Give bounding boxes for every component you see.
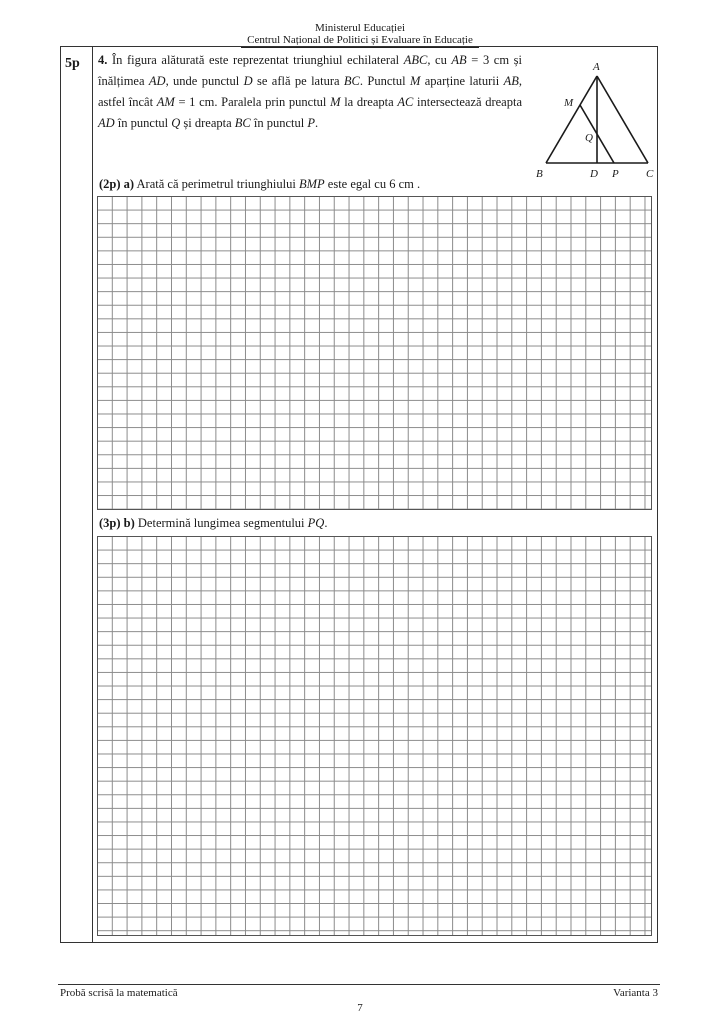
label-d: D (590, 168, 598, 180)
problem-text: În figura alăturată este reprezentat triunghiul echilateral (107, 53, 404, 67)
math-bc: BC (343, 74, 360, 88)
part-b-points: (3p) (99, 516, 121, 530)
problem-text: = 1 cm. Paralela prin punctul (174, 95, 331, 109)
math-ab: AB (503, 74, 519, 88)
math-ad: AD (148, 74, 166, 88)
problem-text: . Punctul (359, 74, 410, 88)
math-abc: ABC (403, 53, 428, 67)
math-m: M (330, 95, 341, 109)
footer-divider (58, 984, 660, 985)
math-ab: AB (451, 53, 467, 67)
math-q: Q (171, 116, 181, 130)
math-pq: PQ (307, 516, 325, 530)
part-a-letter: a) (123, 177, 135, 191)
label-b: B (536, 168, 543, 180)
problem-text: , astfel încât (98, 74, 523, 109)
math-p: P (307, 116, 316, 130)
answer-grid-b[interactable] (97, 536, 652, 936)
label-a: A (593, 61, 600, 73)
label-q: Q (585, 132, 593, 144)
part-b-text: . (324, 516, 328, 530)
problem-text: se află pe latura (252, 74, 344, 88)
math-am: AM (156, 95, 175, 109)
part-a-statement (99, 177, 420, 192)
part-b-letter: b) (123, 516, 135, 530)
exercise-points: 5p (65, 56, 80, 71)
problem-text: , cu (427, 53, 452, 67)
math-m: M (409, 74, 421, 88)
label-p: P (612, 168, 619, 180)
part-a-points: (2p) (99, 177, 121, 191)
part-b-statement (99, 516, 327, 531)
side-ac (597, 76, 648, 163)
problem-number: 4. (98, 53, 108, 67)
math-bc: BC (234, 116, 251, 130)
problem-statement (98, 50, 522, 134)
problem-text: în punctul (250, 116, 308, 130)
problem-text: la dreapta (340, 95, 398, 109)
header-center: Centrul Național de Politici și Evaluare în Educație (241, 34, 479, 48)
page-header (0, 22, 720, 48)
problem-text: aparține laturii (420, 74, 504, 88)
points-column (60, 46, 93, 943)
answer-grid-a[interactable] (97, 196, 652, 510)
problem-text: în punctul (114, 116, 172, 130)
problem-text: și dreapta (180, 116, 235, 130)
problem-text: intersectează dreapta (413, 95, 522, 109)
problem-text: , unde punctul (165, 74, 244, 88)
math-bmp: BMP (298, 177, 325, 191)
page-number: 7 (357, 1002, 363, 1014)
part-a-text: Arată că perimetrul triunghiului (134, 177, 299, 191)
label-m: M (564, 97, 574, 109)
math-d: D (243, 74, 253, 88)
part-a-text: este egal cu 6 cm . (324, 177, 421, 191)
math-ac: AC (397, 95, 414, 109)
label-c: C (646, 168, 654, 180)
footer-exam-title: Probă scrisă la matematică (60, 987, 178, 999)
footer-variant: Varianta 3 (613, 987, 658, 999)
problem-text: . (315, 116, 319, 130)
triangle-figure (532, 56, 662, 182)
header-ministry: Ministerul Educației (314, 22, 406, 34)
problem-text: = 3 cm și înălțimea (98, 53, 522, 88)
math-ad: AD (98, 116, 115, 130)
part-b-text: Determină lungimea segmentului (134, 516, 308, 530)
